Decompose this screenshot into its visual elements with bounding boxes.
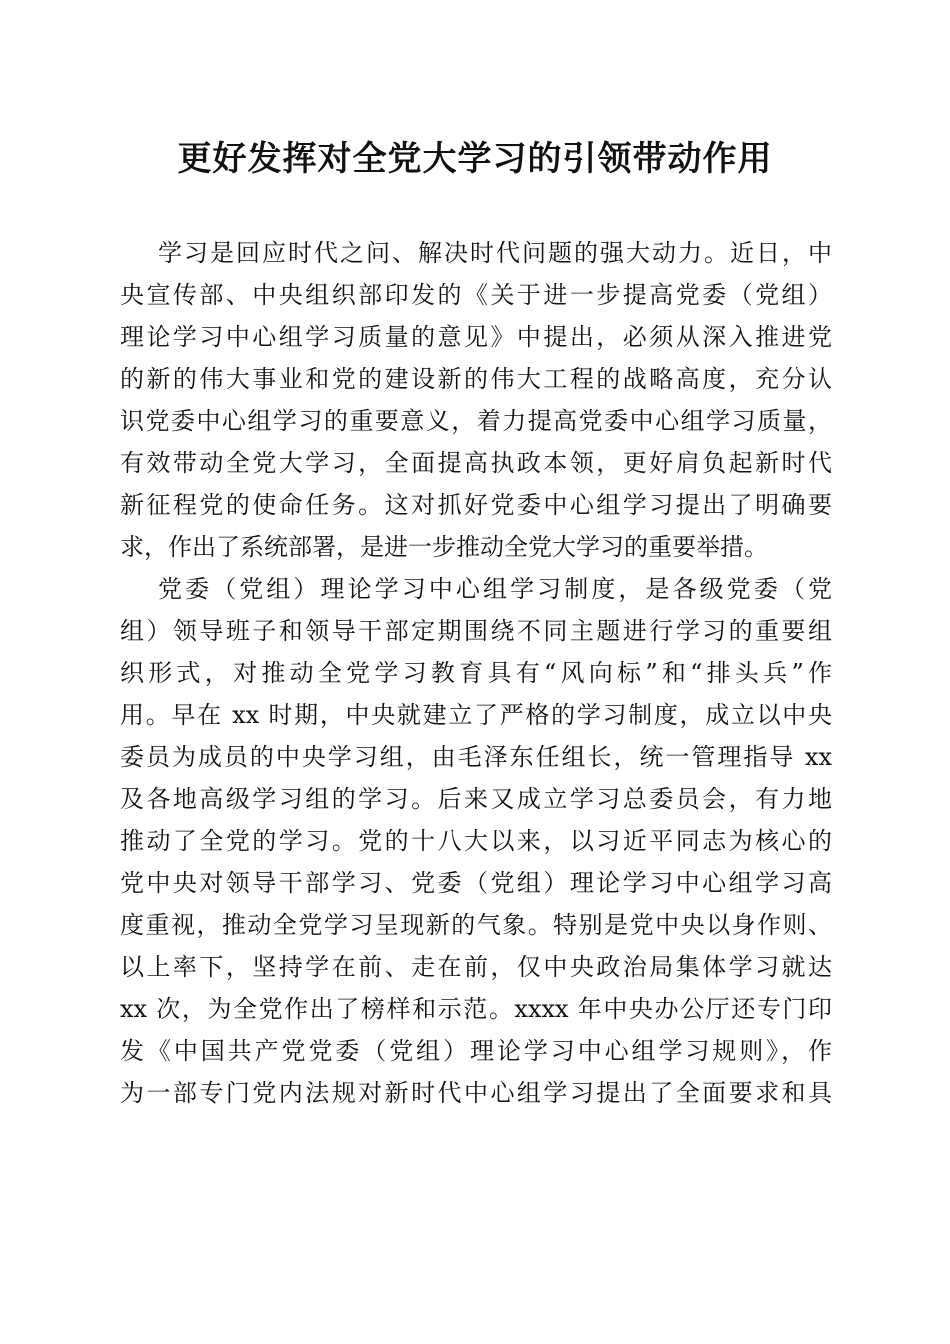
text-line: 以上率下，坚持学在前、走在前，仅中央政治局集体学习就达 [120, 953, 832, 981]
text-line: xx 次，为全党作出了榜样和示范。xxxx 年中央办公厅还专门印 [120, 995, 832, 1023]
text-line: 央宣传部、中央组织部印发的《关于进一步提高党委（党组） [120, 281, 832, 309]
text-line: 织形式，对推动全党学习教育具有“风向标”和“排头兵”作 [120, 659, 832, 687]
text-line: 为一部专门党内法规对新时代中心组学习提出了全面要求和具 [120, 1079, 832, 1107]
paragraph-1 [120, 232, 832, 568]
document-title: 更好发挥对全党大学习的引领带动作用 [177, 139, 773, 179]
text-line: 新征程党的使命任务。这对抓好党委中心组学习提出了明确要 [120, 491, 832, 519]
document-body [120, 232, 832, 1114]
text-line: 理论学习中心组学习质量的意见》中提出，必须从深入推进党 [120, 323, 832, 351]
text-line: 及各地高级学习组的学习。后来又成立学习总委员会，有力地 [120, 785, 832, 813]
text-line: 发《中国共产党党委（党组）理论学习中心组学习规则》，作 [120, 1037, 832, 1065]
text-line: 求，作出了系统部署，是进一步推动全党大学习的重要举措。 [120, 533, 768, 561]
text-line: 度重视，推动全党学习呈现新的气象。特别是党中央以身作则、 [120, 911, 832, 939]
text-line: 委员为成员的中央学习组，由毛泽东任组长，统一管理指导 xx [120, 743, 832, 771]
text-line: 有效带动全党大学习，全面提高执政本领，更好肩负起新时代 [120, 449, 832, 477]
text-line: 党委（党组）理论学习中心组学习制度，是各级党委（党 [158, 575, 832, 603]
text-line: 的新的伟大事业和党的建设新的伟大工程的战略高度，充分认 [120, 365, 832, 393]
text-line: 用。早在 xx 时期，中央就建立了严格的学习制度，成立以中央 [120, 701, 832, 729]
text-line: 党中央对领导干部学习、党委（党组）理论学习中心组学习高 [120, 869, 832, 897]
text-line: 组）领导班子和领导干部定期围绕不同主题进行学习的重要组 [120, 617, 832, 645]
paragraph-2 [120, 568, 832, 1114]
text-line: 识党委中心组学习的重要意义，着力提高党委中心组学习质量， [120, 407, 832, 435]
text-line: 学习是回应时代之问、解决时代问题的强大动力。近日，中 [158, 239, 832, 267]
text-line: 推动了全党的学习。党的十八大以来，以习近平同志为核心的 [120, 827, 832, 855]
